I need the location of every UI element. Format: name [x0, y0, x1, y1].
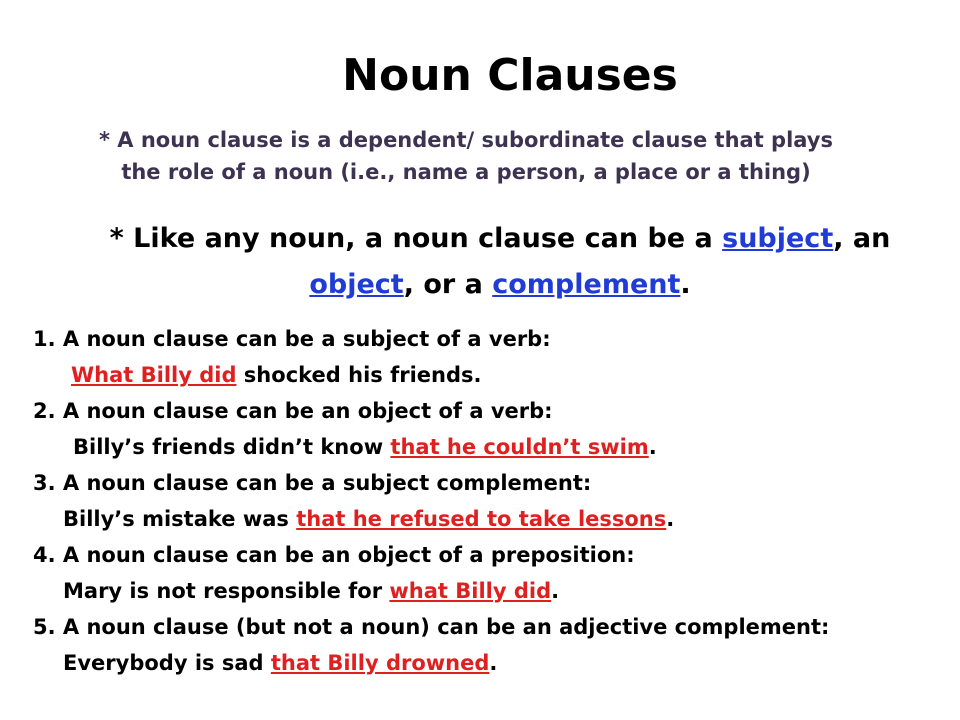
example-after: . — [551, 579, 560, 603]
example-heading-1: 1. A noun clause can be a subject of a verb: — [33, 327, 551, 351]
definition-line-2: the role of a noun (i.e., name a person, a place or a thing) — [121, 160, 811, 184]
definition-text — [0, 124, 932, 188]
example-heading-2: 2. A noun clause can be an object of a verb: — [33, 399, 553, 423]
example-before: Everybody is sad — [63, 651, 271, 675]
slide-title: Noun Clauses — [342, 50, 678, 101]
example-sentence-4 — [33, 573, 953, 609]
example-sentence-2 — [33, 429, 953, 465]
example-heading-3: 3. A noun clause can be a subject complement: — [33, 471, 592, 495]
roles-line-1 — [0, 216, 960, 262]
example-after: shocked his friends. — [236, 363, 482, 387]
example-clause: that he refused to take lessons — [296, 507, 667, 531]
roles-suffix: . — [680, 269, 691, 300]
complement-link[interactable]: complement — [492, 269, 681, 300]
roles-mid-1: , an — [833, 223, 891, 254]
example-sentence-3 — [33, 501, 953, 537]
example-after: . — [489, 651, 498, 675]
noun-clause-roles — [0, 216, 960, 308]
example-sentence-1 — [33, 357, 953, 393]
examples-list — [33, 321, 953, 681]
roles-mid-2: , or a — [403, 269, 493, 300]
example-clause: that he couldn’t swim — [390, 435, 649, 459]
subject-link[interactable]: subject — [722, 223, 834, 254]
definition-line-1: * A noun clause is a dependent/ subordinate clause that plays — [99, 128, 833, 152]
example-before: Billy’s mistake was — [63, 507, 297, 531]
roles-line-2 — [0, 262, 960, 308]
example-clause: what Billy did — [389, 579, 552, 603]
example-after: . — [648, 435, 657, 459]
object-link[interactable]: object — [309, 269, 404, 300]
example-after: . — [666, 507, 675, 531]
example-clause: What Billy did — [71, 363, 237, 387]
example-heading-4: 4. A noun clause can be an object of a preposition: — [33, 543, 635, 567]
example-before: Billy’s friends didn’t know — [73, 435, 391, 459]
example-sentence-5 — [33, 645, 953, 681]
roles-prefix: * Like any noun, a noun clause can be a — [109, 223, 723, 254]
example-before: Mary is not responsible for — [63, 579, 390, 603]
example-heading-5: 5. A noun clause (but not a noun) can be an adjective complement: — [33, 615, 830, 639]
example-clause: that Billy drowned — [270, 651, 490, 675]
